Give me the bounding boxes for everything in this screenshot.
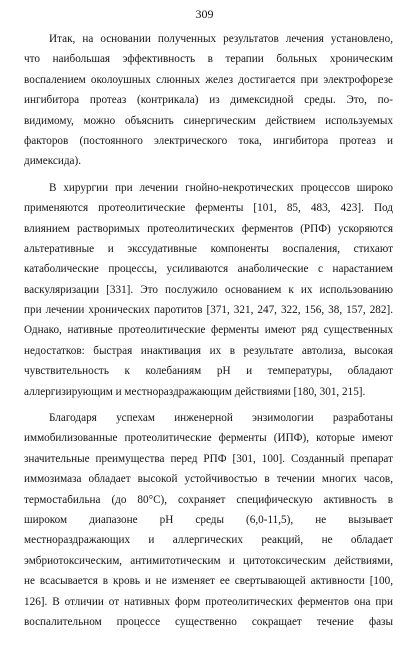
page-number: 309 — [195, 7, 214, 21]
text-line: иммобилизованные протеолитические ферменты (ИПФ), которые имеют — [24, 432, 393, 445]
text-line: местнораздражающих и аллергических реакций, не обладает — [24, 534, 393, 547]
text-line: Однако, нативные протеолитические ферменты имеют ряд существенных — [24, 324, 393, 337]
text-line: при лечении хронических паротитов [371, 321, 247, 322, 156, 38, 157, 282]. — [24, 304, 393, 317]
text-line: чувствительность к колебаниям рН и температуры, обладают — [24, 365, 393, 378]
paragraph-conclusion — [24, 29, 393, 172]
text-line: ингибитора протеаз (контрикала) из димексидной среды. Это, по- — [24, 94, 393, 107]
text-line: термостабильна (до 80°С), сохраняет специфическую активность в — [24, 493, 393, 506]
text-line: катаболические процессы, усиливаются анаболические с нарастанием — [24, 263, 393, 276]
text-line: применяются протеолитические ферменты [101, 85, 483, 423]. Под — [24, 202, 393, 215]
text-line: недостатков: быстрая инактивация их в результате автолиза, высокая — [24, 344, 393, 357]
text-line: не всасывается в кровь и не изменяет ее свертывающей активности [100, — [24, 575, 393, 588]
text-line: что наибольшая эффективность в терапии больных хроническим — [24, 53, 393, 66]
text-line: Благодаря успехам инженерной энзимологии разработаны — [49, 412, 393, 425]
body-text — [24, 29, 393, 632]
text-line: аллергизирующим и местнораздражающим действиями [180, 301, 215]. — [24, 385, 366, 398]
text-line: альтеративные и экссудативные компоненты воспаления, стихают — [24, 242, 393, 255]
text-line: 126]. В отличии от нативных форм протеолитических ферментов она при — [24, 595, 393, 608]
text-line: значительные преимущества перед РПФ [301, 100]. Созданный препарат — [24, 452, 393, 465]
text-line: широком диапазоне рН среды (6,0-11,5), не вызывает — [24, 513, 393, 526]
text-line: влиянием растворимых протеолитических ферментов (РПФ) ускоряются — [24, 222, 393, 235]
paragraph-immobilized-enzymes — [24, 408, 393, 632]
text-line: факторов (постоянного электрического тока, ингибитора протеаз и — [24, 134, 393, 147]
text-line: видимому, можно объяснить синергическим действием используемых — [24, 114, 393, 127]
text-line: эмбриотоксическим, антимитотическим и цитотоксическим действиями, — [24, 554, 393, 567]
text-line: В хирургии при лечении гнойно-некротических процессов широко — [49, 181, 393, 194]
text-line: воспалительном процессе существенно сокращает течение фазы — [24, 615, 393, 628]
text-line: иммозимаза обладает высокой устойчивостью в течении многих часов, — [24, 473, 393, 486]
paragraph-surgery-enzymes — [24, 178, 393, 402]
text-line: Итак, на основании полученных результатов лечения установлено, — [49, 33, 393, 45]
text-line: димексида). — [24, 155, 82, 168]
text-line: васкуляризации [331]. Это послужило основанием к их использованию — [24, 283, 393, 296]
text-line: воспалением околоушных слюнных желез достигается при электрофорезе — [24, 73, 393, 86]
